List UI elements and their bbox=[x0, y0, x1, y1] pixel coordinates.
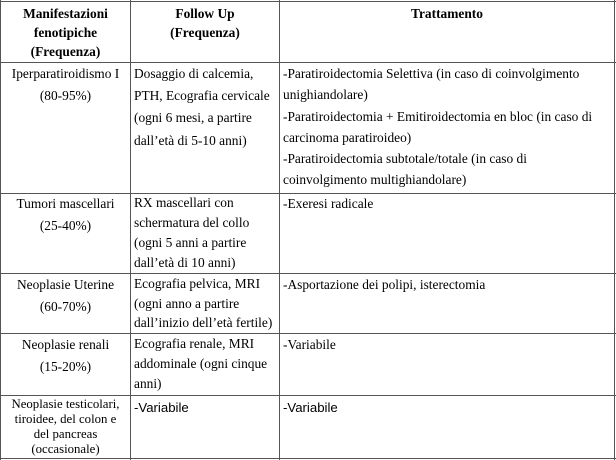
row-3-manifestazione: Neoplasie Uterine (60-70%) bbox=[16, 277, 115, 315]
row-2-follow-up: RX mascellari con schermatura del collo (ogni 5 anni a partire dall’età di 10 anni) bbox=[134, 195, 250, 270]
column-divider-1 bbox=[130, 0, 131, 460]
header-manifestazioni: Manifestazioni fenotipiche (Frequenza) bbox=[23, 6, 108, 59]
row-2-manifestazione: Tumori mascellari (25-40%) bbox=[16, 196, 115, 234]
column-divider-2 bbox=[279, 0, 280, 460]
table-border-top bbox=[0, 1, 616, 2]
table-border-right bbox=[614, 0, 615, 460]
row-3-trattamento: -Asportazione dei polipi, isterectomia bbox=[283, 277, 486, 292]
row-4-manifestazione: Neoplasie renali (15-20%) bbox=[21, 337, 110, 375]
table-border-bottom bbox=[0, 458, 616, 459]
row-divider-4 bbox=[0, 395, 616, 396]
header-trattamento: Trattamento bbox=[411, 6, 483, 21]
row-1-follow-up: Dosaggio di calcemia, PTH, Ecografia cervicale (ogni 6 mesi, a partire dall’età di 5-10 anni) bbox=[134, 66, 270, 148]
row-4-trattamento: -Variabile bbox=[283, 337, 336, 352]
row-4-follow-up: Ecografia renale, MRI addominale (ogni cinque anni) bbox=[134, 336, 268, 391]
row-1-manifestazione: Iperparatiroidismo I (80-95%) bbox=[11, 66, 120, 104]
row-5-manifestazione: Neoplasie testicolari, tiroidee, del colon e del pancreas (occasionale) bbox=[11, 397, 120, 456]
row-1-trattamento: -Paratiroidectomia Selettiva (in caso di coinvolgimento unighiandolare) -Paratiroidectomia + Emitiroidectomia en bloc (in caso di carcinoma paratiroideo) -Paratiroidectomia subtotale/totale (in caso di coinvolgimento multighiandolare) bbox=[283, 66, 593, 188]
row-5-trattamento: -Variabile bbox=[283, 400, 338, 415]
header-follow-up: Follow Up (Frequenza) bbox=[170, 6, 240, 40]
row-3-follow-up: Ecografia pelvica, MRI (ogni anno a partire dall’inizio dell’età fertile) bbox=[134, 276, 273, 330]
row-2-trattamento: -Exeresi radicale bbox=[283, 196, 374, 211]
row-5-follow-up: -Variabile bbox=[134, 400, 189, 415]
